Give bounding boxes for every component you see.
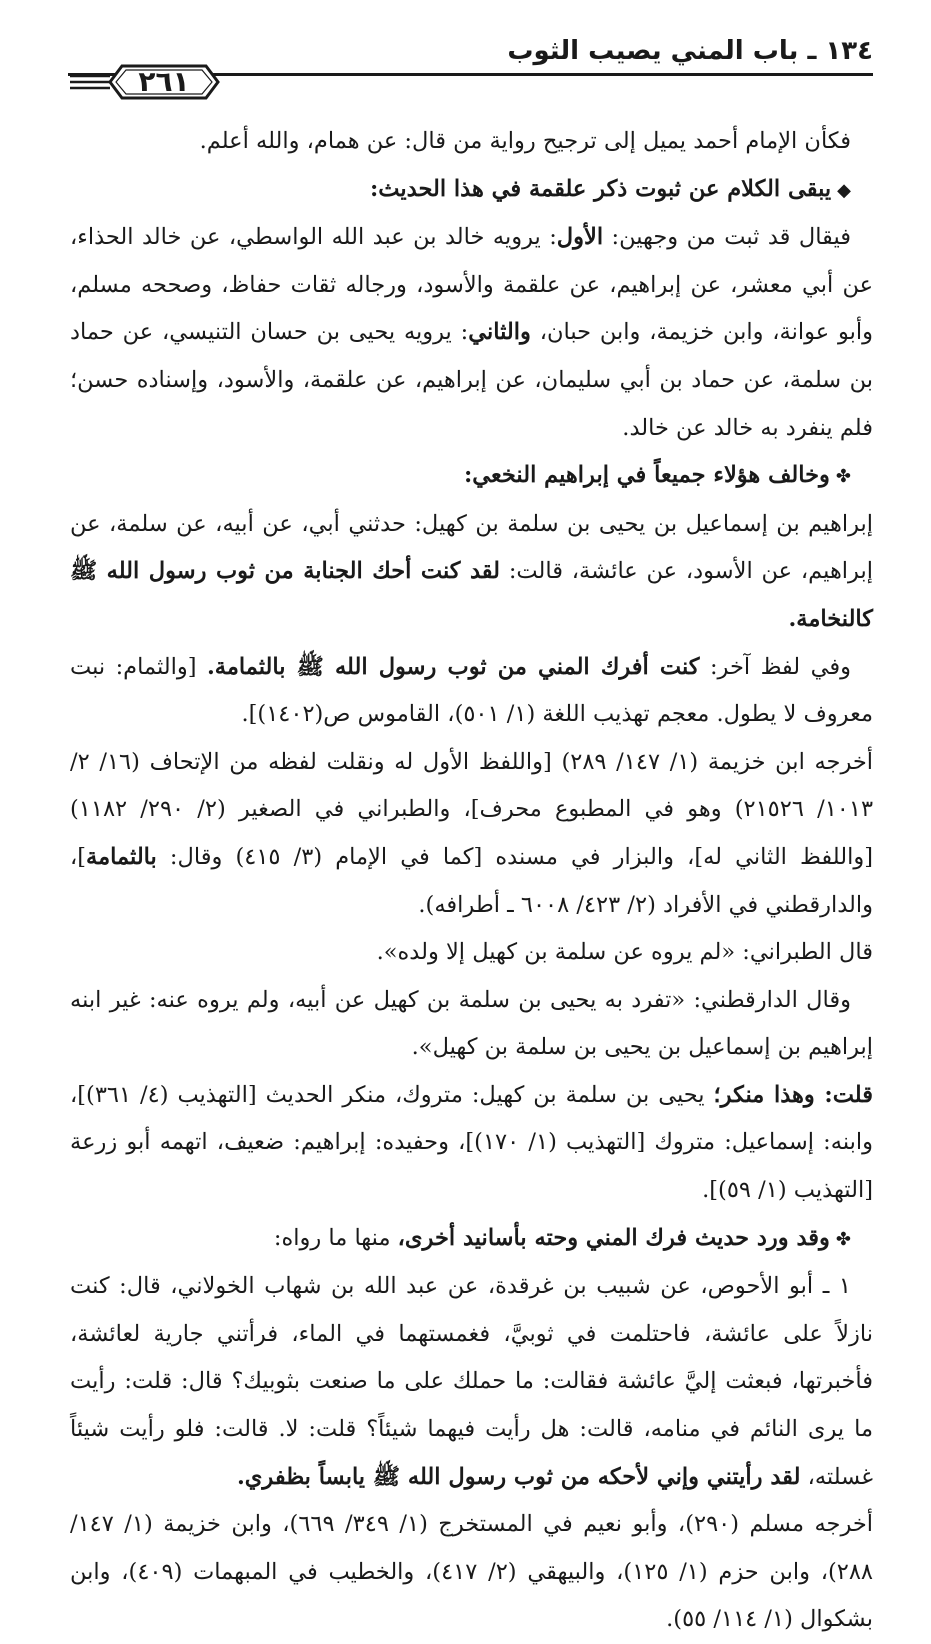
paragraph: إبراهيم بن إسماعيل بن يحيى بن سلمة بن كهيل: حدثني أبي، عن أبيه، عن سلمة، عن إبراهيم، عن الأسود، عن عائشة، قالت: لقد كنت أحك الجنابة من ثوب رسول الله ﷺ كالنخامة. — [70, 510, 873, 632]
diamond-bullet-icon: ◆ — [837, 179, 851, 201]
section-heading: ✤وقد ورد حديث فرك المني وحته بأسانيد أخرى، منها ما رواه: — [273, 1224, 851, 1251]
paragraph: وقال الدارقطني: «تفرد به يحيى بن سلمة بن كهيل عن أبيه، ولم يروه عنه: غير ابنه إبراهيم بن إسماعيل بن يحيى بن سلمة بن كهيل». — [70, 986, 873, 1061]
running-title: ١٣٤ ـ باب المني يصيب الثوب — [507, 36, 873, 66]
paragraph: قلت: وهذا منكر؛ يحيى بن سلمة بن كهيل: متروك، منكر الحديث [التهذيب (٤/ ٣٦١)]، وابنه: إسماعيل: متروك [التهذيب (١/ ١٧٠)]، وحفيده: إبراهيم: ضعيف، اتهمه أبو زرعة [التهذيب (١/ ٥٩)]. — [70, 1081, 873, 1204]
paragraph: فيقال قد ثبت من وجهين: الأول: يرويه خالد بن عبد الله الواسطي، عن خالد الحذاء، عن أبي معشر، عن إبراهيم، عن علقمة والأسود، ورجاله ثقات حفاظ، وصححه مسلم، وأبو عوانة، وابن خزيمة، وابن حبان، والثاني: يرويه يحيى بن حسان التنيسي، عن حماد بن سلمة، عن حماد بن أبي سليمان، عن إبراهيم، عن علقمة، والأسود، وإسناده حسن؛ فلم ينفرد به خالد عن خالد. — [70, 224, 874, 441]
flower-bullet-icon: ✤ — [835, 466, 851, 488]
paragraph: قال الطبراني: «لم يروه عن سلمة بن كهيل إلا ولده». — [376, 939, 873, 966]
page-number-ornament — [70, 62, 290, 102]
paragraph: أخرجه مسلم (٢٩٠)، وأبو نعيم في المستخرج (١/ ٣٤٩/ ٦٦٩)، وابن خزيمة (١/ ١٤٧/ ٢٨٨)، وابن حزم (١/ ١٢٥)، والبيهقي (٢/ ٤١٧)، والخطيب في المبهمات (٤٠٩)، وابن بشكوال (١/ ١١٤/ ٥٥). — [70, 1511, 874, 1633]
page-header — [68, 30, 873, 100]
page-number: ٢٦١ — [138, 65, 190, 98]
paragraph: ١ ـ أبو الأحوص، عن شبيب بن غرقدة، عن عبد الله بن شهاب الخولاني، قال: كنت نازلاً على عائشة، فاحتلمت في ثوبيَّ، فغمستهما في الماء، فرأتني جارية لعائشة، فأخبرتها، فبعثت إليَّ عائشة فقالت: ما حملك على ما صنعت بثوبيك؟ قال: قلت: رأيت ما يرى النائم في منامه، قالت: هل رأيت فيهما شيئاً؟ قلت: لا. قالت: فلو رأيت شيئاً غسلته، لقد رأيتني وإني لأحكه من ثوب رسول الله ﷺ يابساً بظفري. — [70, 1273, 873, 1490]
paragraph: فكأن الإمام أحمد يميل إلى ترجيح رواية من قال: عن همام، والله أعلم. — [199, 128, 851, 154]
section-heading: ✤وخالف هؤلاء جميعاً في إبراهيم النخعي: — [463, 462, 851, 489]
page-body — [70, 118, 873, 1644]
paragraph: أخرجه ابن خزيمة (١/ ١٤٧/ ٢٨٩) [واللفظ الأول له ونقلت لفظه من الإتحاف (١٦/ ٢/ ١٠١٣/ ٢١٥٢٦) وهو في المطبوع محرف]، والطبراني في الصغير (٢/ ٢٩٠/ ١١٨٢) [واللفظ الثاني له]، والبزار في مسنده [كما في الإمام (٣/ ٤١٥) وقال: بالثمامة]، والدارقطني في الأفراد (٢/ ٤٢٣/ ٦٠٠٨ ـ أطرافه). — [70, 748, 874, 918]
paragraph: وفي لفظ آخر: كنت أفرك المني من ثوب رسول الله ﷺ بالثمامة. [والثمام: نبت معروف لا يطول. معجم تهذيب اللغة (١/ ٥٠١)، القاموس ص(١٤٠٢)]. — [70, 653, 873, 728]
section-heading: ◆يبقى الكلام عن ثبوت ذكر علقمة في هذا الحديث: — [369, 175, 851, 202]
flower-bullet-icon: ✤ — [835, 1228, 851, 1250]
